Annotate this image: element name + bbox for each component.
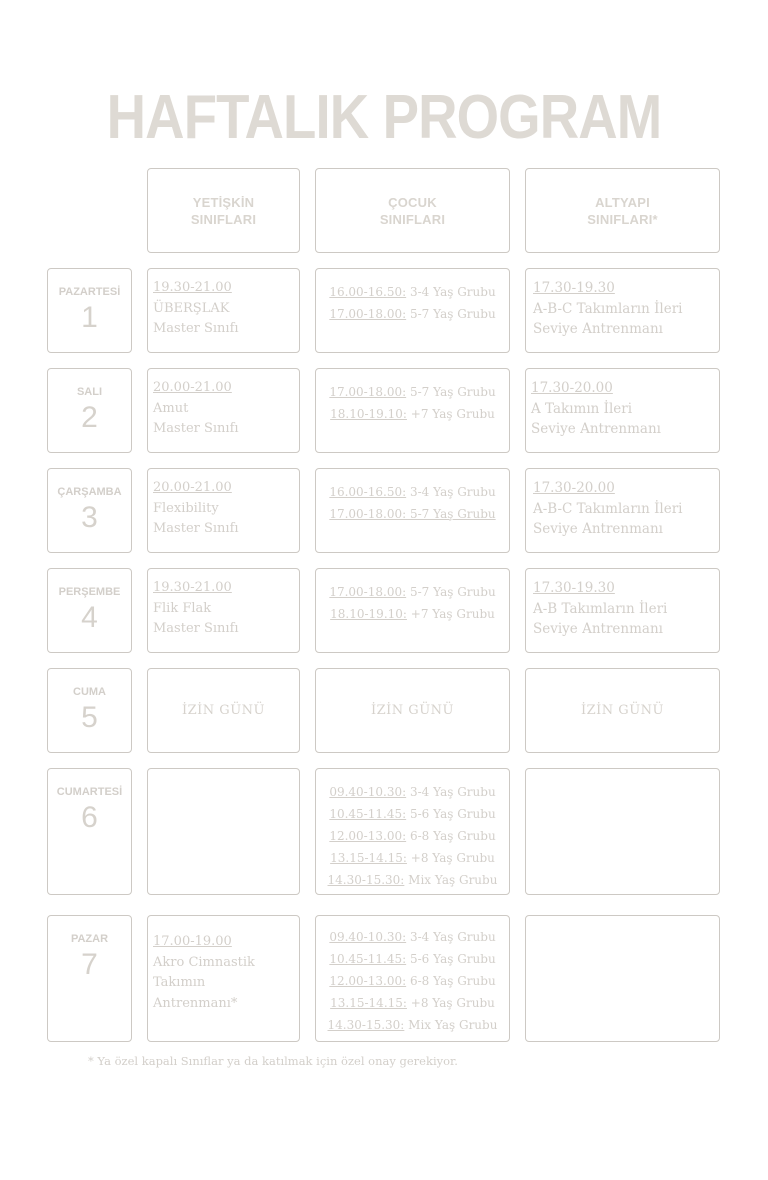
footnote: * Ya özel kapalı Sınıflar ya da katılmak için özel onay gerekiyor.: [88, 1054, 458, 1068]
header-child-line1: ÇOCUK: [388, 194, 437, 210]
header-altyapi-line2: SINIFLARI*: [587, 211, 658, 227]
class-time: 19.30-21.00: [153, 580, 232, 595]
class-time: 20.00-21.00: [153, 480, 232, 495]
slot-group: 3-4 Yaş Grubu: [406, 285, 496, 299]
class-title: Flik Flak: [153, 600, 212, 616]
schedule-line: [316, 825, 509, 847]
slot-time: 14.30-15.30:: [327, 873, 405, 887]
page-title: HAFTALIK PROGRAM: [106, 83, 662, 152]
class-subtitle: Master Sınıfı: [153, 521, 239, 536]
schedule-line: [316, 869, 509, 891]
class-title: A-B-C Takımların İleri: [533, 500, 683, 517]
class-subtitle: Seviye Antrenmanı: [533, 621, 663, 637]
altyapi-empty-saturday: [525, 768, 720, 895]
day-name: ÇARŞAMBA: [57, 486, 122, 498]
slot-time: 17.00-18.00:: [329, 385, 407, 399]
slot-group: +8 Yaş Grubu: [406, 851, 495, 865]
slot-group: 5-6 Yaş Grubu: [406, 952, 496, 966]
class-subtitle: Master Sınıfı: [153, 421, 239, 436]
slot-group: +8 Yaş Grubu: [406, 996, 495, 1010]
altyapi-class-tuesday: [525, 368, 720, 453]
schedule-line: [316, 504, 509, 526]
slot-time: 17.00-18.00:: [329, 585, 407, 599]
class-time: 19.30-21.00: [153, 280, 232, 295]
schedule-line: [316, 404, 509, 426]
schedule-line: [316, 282, 509, 304]
header-altyapi-line1: ALTYAPI: [595, 194, 650, 210]
slot-time: 13.15-14.15:: [330, 851, 407, 865]
adult-class-tuesday: [147, 368, 300, 453]
class-title: A Takımın İleri: [531, 400, 633, 417]
slot-time: 17.00-18.00:: [329, 306, 407, 321]
day-monday: [47, 268, 132, 353]
slot-time: 16.00-16.50:: [329, 485, 407, 499]
schedule-line: [316, 382, 509, 404]
day-name: PAZAR: [70, 933, 109, 945]
day-number: 7: [81, 948, 98, 981]
day-sunday: [47, 915, 132, 1042]
day-wednesday: [47, 468, 132, 553]
day-number: 3: [81, 501, 98, 534]
adult-class-sunday: [147, 915, 300, 1042]
child-class-wednesday: [315, 468, 510, 553]
schedule-line: [316, 582, 509, 604]
day-friday: [47, 668, 132, 753]
day-thursday: [47, 568, 132, 653]
adult-class-wednesday: [147, 468, 300, 553]
child-class-monday: [315, 268, 510, 353]
adult-empty-saturday: [147, 768, 300, 895]
slot-group: 5-6 Yaş Grubu: [406, 807, 496, 821]
header-altyapi-classes: [525, 168, 720, 253]
header-child-classes: [315, 168, 510, 253]
day-number: 4: [81, 601, 98, 634]
class-title: A-B-C Takımların İleri: [533, 300, 683, 317]
slot-group: 5-7 Yaş Grubu: [406, 585, 496, 599]
header-adult-classes: [147, 168, 300, 253]
altyapi-empty-sunday: [525, 915, 720, 1042]
child-closed-friday: İZİN GÜNÜ: [315, 668, 510, 753]
slot-group: +7 Yaş Grubu: [406, 406, 495, 421]
header-child-line2: SINIFLARI: [379, 211, 446, 227]
day-saturday: [47, 768, 132, 895]
slot-group: Mix Yaş Grubu: [404, 1018, 498, 1032]
slot-group: +7 Yaş Grubu: [406, 606, 495, 621]
class-title: Flexibility: [153, 500, 219, 516]
slot-group: 6-8 Yaş Grubu: [406, 974, 496, 988]
class-time: 17.30-20.00: [531, 380, 613, 396]
slot-group: 3-4 Yaş Grubu: [406, 785, 496, 799]
class-title: ÜBERŞLAK: [153, 300, 230, 316]
class-subtitle: Master Sınıfı: [153, 621, 239, 636]
schedule-line: [316, 604, 509, 626]
class-time: 17.30-19.30: [533, 280, 615, 296]
class-time: 20.00-21.00: [153, 380, 232, 395]
class-title: Akro Cimnastik: [153, 954, 255, 970]
slot-group: 5-7 Yaş Grubu: [406, 306, 496, 321]
class-title: Amut: [153, 400, 189, 416]
slot-time: 18.10-19.10:: [330, 606, 407, 621]
class-subtitle: Seviye Antrenmanı: [533, 521, 663, 537]
slot-time: 09.40-10.30:: [329, 930, 407, 944]
slot-group: 6-8 Yaş Grubu: [406, 829, 496, 843]
slot-time: 17.00-18.00: 5-7 Yaş Grubu: [329, 506, 496, 521]
day-name: SALI: [76, 386, 103, 398]
day-number: 2: [81, 401, 98, 434]
day-number: 6: [81, 801, 98, 834]
day-number: 1: [81, 301, 98, 334]
day-tuesday: [47, 368, 132, 453]
slot-group: Mix Yaş Grubu: [404, 873, 498, 887]
altyapi-class-wednesday: [525, 468, 720, 553]
header-adult-line1: YETİŞKİN: [192, 194, 255, 210]
slot-time: 12.00-13.00:: [329, 974, 407, 988]
class-subtitle: Master Sınıfı: [153, 321, 239, 336]
day-name: CUMA: [73, 686, 106, 698]
schedule-line: [316, 970, 509, 992]
schedule-line: [316, 926, 509, 948]
schedule-line: [316, 1014, 509, 1036]
class-time: 17.30-19.30: [533, 580, 615, 596]
slot-time: 10.45-11.45:: [329, 807, 407, 821]
child-class-thursday: [315, 568, 510, 653]
child-class-sunday: [315, 915, 510, 1042]
day-number: 5: [81, 701, 98, 734]
slot-time: 12.00-13.00:: [329, 829, 407, 843]
day-name: PAZARTESİ: [58, 286, 121, 298]
day-name: PERŞEMBE: [58, 586, 121, 598]
class-subtitle: Seviye Antrenmanı: [533, 321, 663, 337]
adult-class-thursday: [147, 568, 300, 653]
schedule-line: [316, 847, 509, 869]
class-title: A-B Takımların İleri: [533, 600, 668, 617]
altyapi-closed-friday: İZİN GÜNÜ: [525, 668, 720, 753]
slot-time: 18.10-19.10:: [330, 406, 407, 421]
altyapi-class-thursday: [525, 568, 720, 653]
header-adult-line2: SINIFLARI: [190, 211, 257, 227]
schedule-line: [316, 482, 509, 504]
class-time: 17.30-20.00: [533, 480, 615, 496]
slot-time: 09.40-10.30:: [329, 785, 407, 799]
class-time: 17.00-19.00: [153, 934, 232, 949]
child-class-saturday: [315, 768, 510, 895]
slot-time: 16.00-16.50:: [329, 285, 407, 299]
adult-class-monday: [147, 268, 300, 353]
slot-group: 3-4 Yaş Grubu: [406, 930, 496, 944]
schedule-line: [316, 781, 509, 803]
class-subtitle: Antrenmanı*: [153, 995, 238, 1011]
class-subtitle: Takımın: [153, 975, 206, 990]
schedule-line: [316, 948, 509, 970]
adult-closed-friday: İZİN GÜNÜ: [147, 668, 300, 753]
slot-time: 14.30-15.30:: [327, 1018, 405, 1032]
slot-time: 10.45-11.45:: [329, 952, 407, 966]
day-name: CUMARTESİ: [56, 786, 123, 798]
child-class-tuesday: [315, 368, 510, 453]
slot-time: 13.15-14.15:: [330, 996, 407, 1010]
schedule-line: [316, 803, 509, 825]
schedule-line: [316, 992, 509, 1014]
altyapi-class-monday: [525, 268, 720, 353]
class-subtitle: Seviye Antrenmanı: [531, 421, 661, 437]
slot-group: 3-4 Yaş Grubu: [406, 485, 496, 499]
slot-group: 5-7 Yaş Grubu: [406, 385, 496, 399]
schedule-line: [316, 304, 509, 326]
